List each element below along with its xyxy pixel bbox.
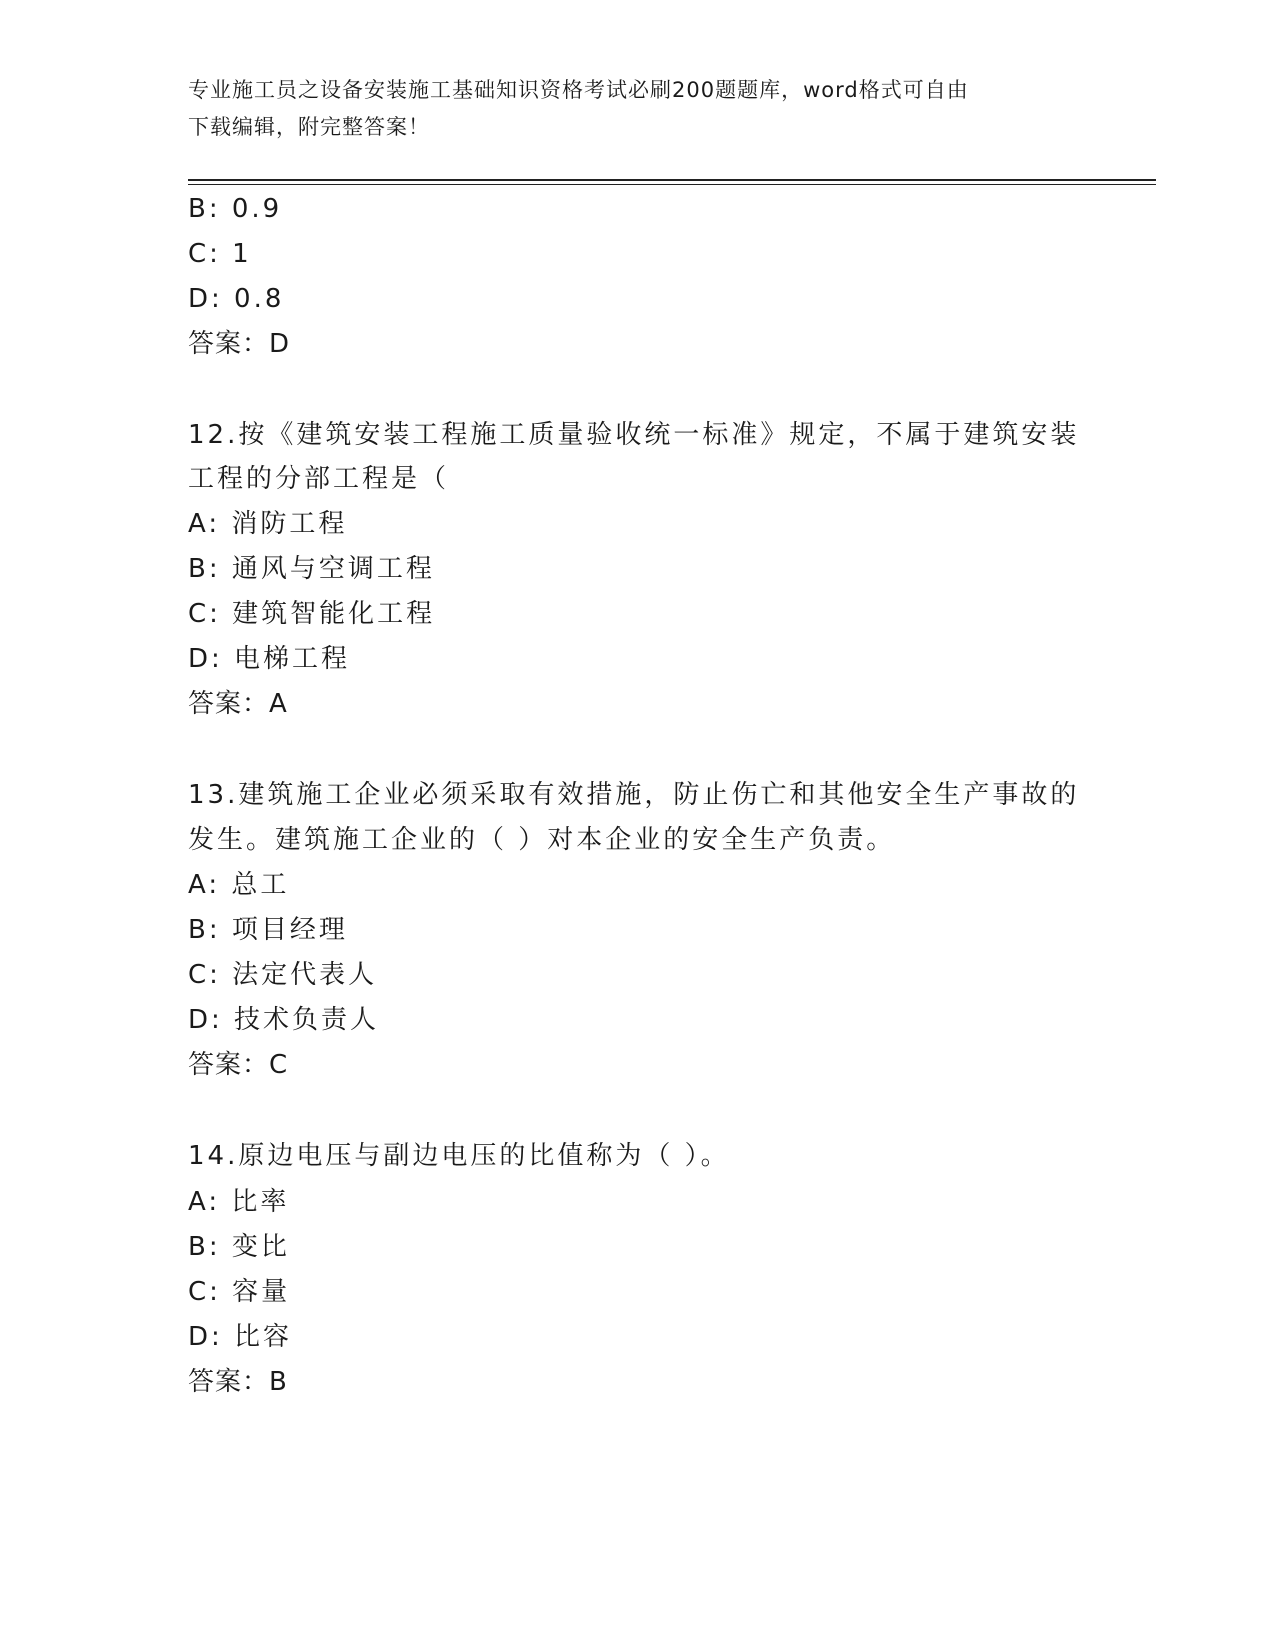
- q14-option-c: C: 容量: [188, 1277, 291, 1307]
- q13-stem-line-2: 发生。建筑施工企业的（ ）对本企业的安全生产负责。: [188, 825, 896, 855]
- q14-option-b: B: 变比: [188, 1232, 290, 1262]
- q14-stem-line-1: 14.原边电压与副边电压的比值称为（ ）。: [188, 1141, 730, 1171]
- q12-option-c: C: 建筑智能化工程: [188, 599, 436, 629]
- q11-option-b: B: 0.9: [188, 194, 283, 224]
- q13-answer: 答案：C: [188, 1050, 289, 1080]
- q11-option-c: C: 1: [188, 239, 252, 269]
- header-divider: [188, 179, 1156, 181]
- q11-answer: 答案：D: [188, 329, 291, 359]
- q14-option-a: A: 比率: [188, 1187, 290, 1217]
- header-title-line-2: 下载编辑，附完整答案！: [188, 115, 430, 139]
- q11-option-d: D: 0.8: [188, 284, 285, 314]
- q12-option-b: B: 通风与空调工程: [188, 554, 435, 584]
- q12-answer: 答案：A: [188, 689, 288, 719]
- q13-option-c: C: 法定代表人: [188, 960, 378, 990]
- q13-option-d: D: 技术负责人: [188, 1005, 380, 1035]
- q14-option-d: D: 比容: [188, 1322, 293, 1352]
- q12-stem-line-2: 工程的分部工程是（: [188, 464, 450, 494]
- q13-stem-line-1: 13.建筑施工企业必须采取有效措施，防止伤亡和其他安全生产事故的: [188, 780, 1080, 810]
- q14-answer: 答案：B: [188, 1367, 288, 1397]
- q13-option-a: A: 总工: [188, 870, 290, 900]
- header-divider-thin: [188, 184, 1156, 185]
- q12-option-d: D: 电梯工程: [188, 644, 351, 674]
- header-title-line-1: 专业施工员之设备安装施工基础知识资格考试必刷200题题库，word格式可自由: [188, 78, 969, 102]
- q12-stem-line-1: 12.按《建筑安装工程施工质量验收统一标准》规定，不属于建筑安装: [188, 420, 1080, 450]
- q13-option-b: B: 项目经理: [188, 915, 348, 945]
- q12-option-a: A: 消防工程: [188, 509, 348, 539]
- document-header: [188, 72, 1068, 146]
